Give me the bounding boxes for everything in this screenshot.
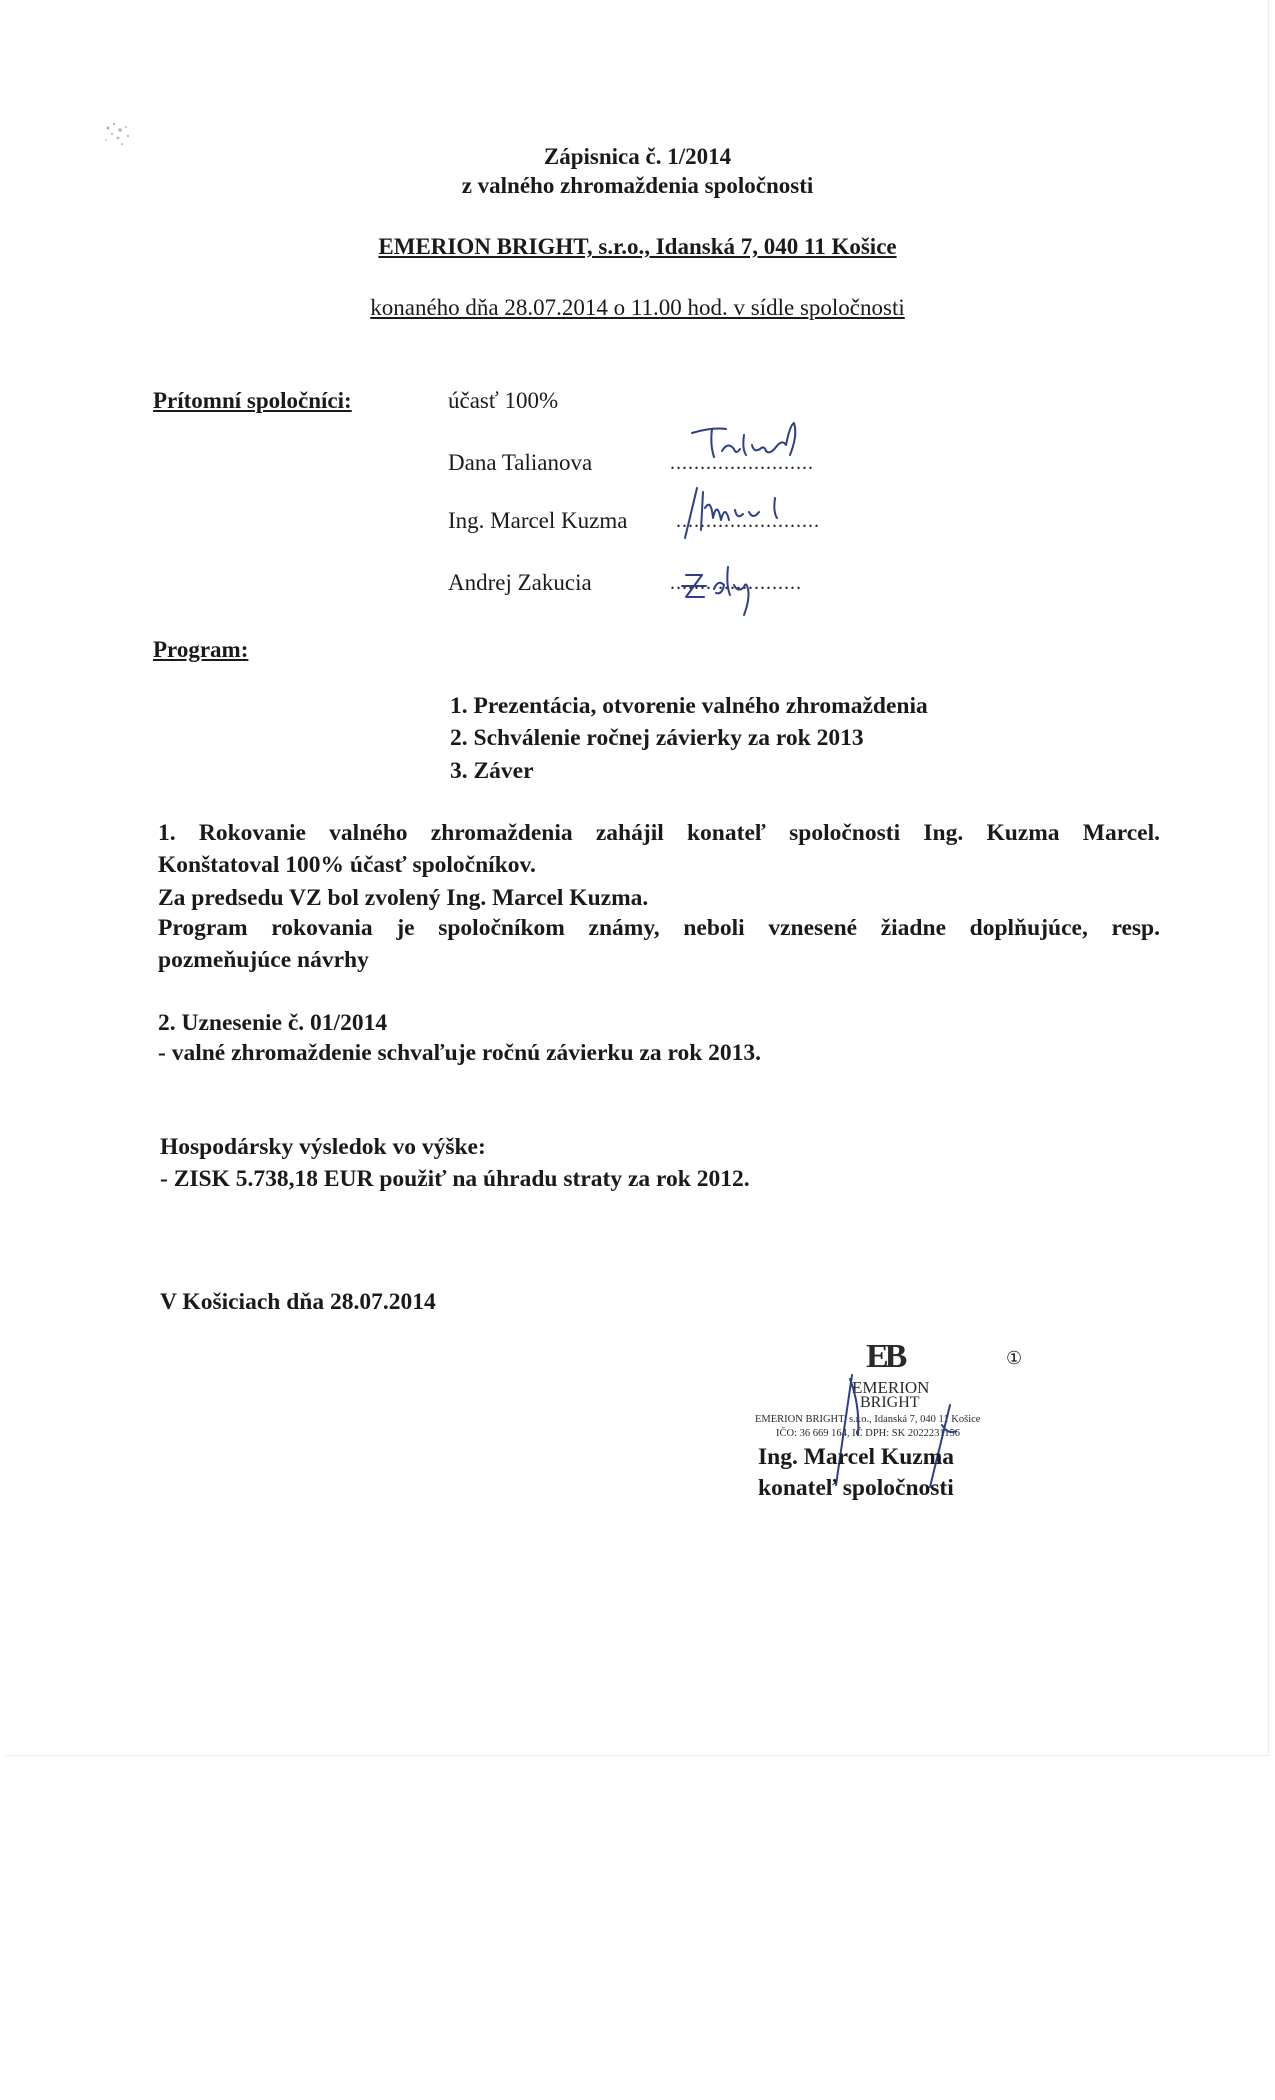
stamp-name-line1: EMERION	[852, 1378, 930, 1397]
program-item: 2. Schválenie ročnej závierky za rok 2013	[450, 725, 864, 751]
member-name: Ing. Marcel Kuzma	[448, 508, 628, 533]
meeting-line: konaného dňa 28.07.2014 o 11.00 hod. v sídle spoločnosti	[370, 295, 905, 320]
resolution-text: - valné zhromaždenie schvaľuje ročnú závierku za rok 2013.	[158, 1040, 762, 1066]
participation-text: účasť 100%	[448, 388, 559, 413]
attendance-label: Prítomní spoločníci:	[153, 388, 352, 413]
result-heading: Hospodársky výsledok vo výške:	[160, 1134, 486, 1160]
document-subtitle: z valného zhromaždenia spoločnosti	[461, 173, 814, 198]
company-line: EMERION BRIGHT, s.r.o., Idanská 7, 040 11 Košice	[378, 234, 897, 259]
member-name: Dana Talianova	[448, 450, 593, 475]
section1-line: Za predsedu VZ bol zvolený Ing. Marcel Kuzma.	[158, 885, 649, 911]
signature-zakucia	[680, 555, 800, 625]
place-date: V Košiciach dňa 28.07.2014	[160, 1289, 436, 1315]
section1-line: pozmeňujúce návrhy	[158, 947, 369, 973]
signature-talianova	[682, 415, 832, 475]
program-item: 3. Záver	[450, 758, 534, 784]
signature-line: ......................	[670, 572, 802, 594]
stamp-logo: EB	[866, 1338, 904, 1375]
section1-line: Konštatoval 100% účasť spoločníkov.	[158, 852, 536, 878]
member-name: Andrej Zakucia	[448, 570, 592, 595]
signatory-role: konateľ spoločnosti	[758, 1475, 954, 1501]
resolution-heading: 2. Uznesenie č. 01/2014	[158, 1010, 388, 1036]
signatory-name: Ing. Marcel Kuzma	[758, 1444, 955, 1470]
document-title: Zápisnica č. 1/2014	[543, 144, 732, 169]
stamp-name-line2: BRIGHT	[860, 1394, 920, 1411]
stamp-address-line: EMERION BRIGHT, s.r.o., Idanská 7, 040 11 Košice	[755, 1414, 981, 1425]
signature-line: ........................	[670, 452, 814, 474]
section1-line: 1. Rokovanie valného zhromaždenia zahájil konateľ spoločnosti Ing. Kuzma Marcel.	[158, 820, 1160, 846]
stamp-ico-line: IČO: 36 669 164, IČ DPH: SK 2022231156	[776, 1428, 960, 1439]
signature-kuzma	[675, 478, 845, 548]
result-text: - ZISK 5.738,18 EUR použiť na úhradu straty za rok 2012.	[160, 1166, 750, 1192]
circle-mark: ①	[1006, 1348, 1023, 1368]
program-label: Program:	[153, 637, 249, 662]
program-item: 1. Prezentácia, otvorenie valného zhromaždenia	[450, 693, 928, 719]
section1-line: Program rokovania je spoločníkom známy, neboli vznesené žiadne doplňujúce, resp.	[158, 915, 1160, 941]
signature-line: ........................	[676, 510, 820, 532]
